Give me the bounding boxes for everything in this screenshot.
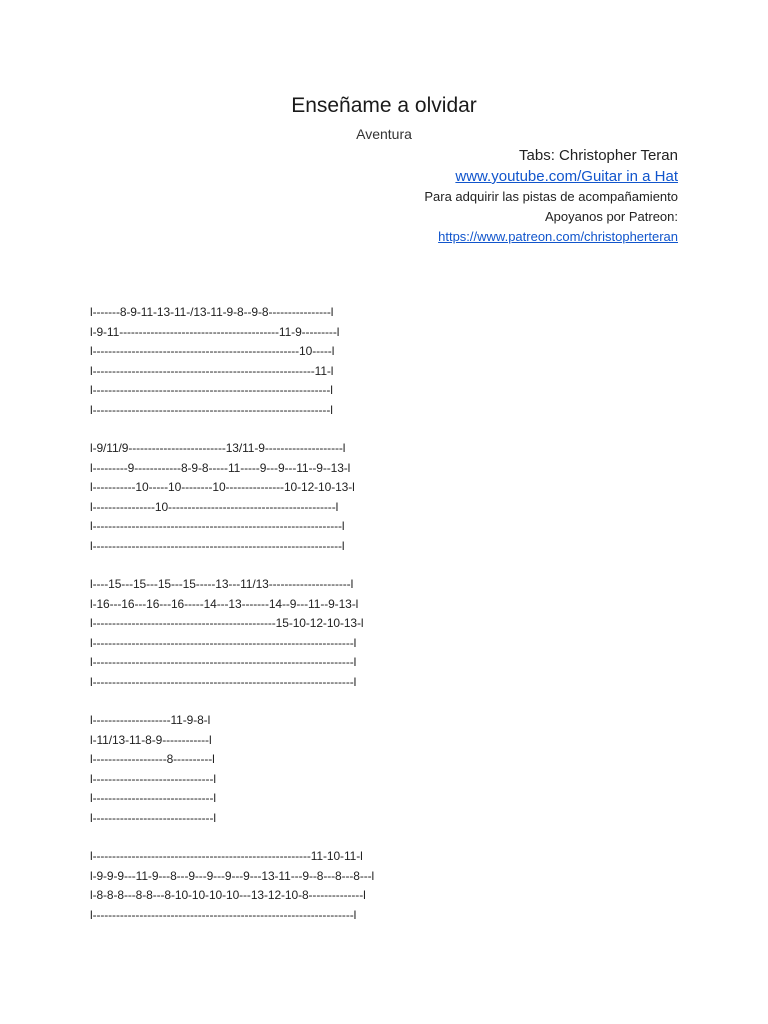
- tab-line: l-------------------------------------------------------------l: [90, 402, 333, 417]
- youtube-link[interactable]: www.youtube.com/Guitar in a Hat: [455, 168, 678, 185]
- tab-line: l--------------------------------------------------------11-10-11-l: [90, 849, 363, 863]
- tab-section-1: [90, 303, 339, 421]
- tab-line: l-9/11/9-------------------------13/11-9--------------------l: [90, 441, 346, 455]
- tab-line: l-------8-9-11-13-11-/13-11-9-8--9-8----------------l: [90, 305, 334, 319]
- credits-block: [424, 145, 678, 247]
- backing-tracks-info: Para adquirir las pistas de acompañamiento: [424, 189, 678, 204]
- tab-line: l-11/13-11-8-9------------l: [90, 732, 212, 747]
- tab-line: l-------------------8----------l: [90, 752, 215, 767]
- tab-line: l-------------------------------l: [90, 810, 216, 825]
- tab-line: l-------------------------------------------------------------------l: [90, 674, 357, 689]
- tab-line: l-------------------------------------------------------------------l: [90, 635, 357, 650]
- tab-section-5: [90, 847, 374, 925]
- tab-line: l-------------------------------------------------------------------l: [90, 655, 357, 670]
- song-artist: Aventura: [356, 126, 412, 142]
- tab-line: l-------------------------------l: [90, 791, 216, 806]
- song-title: Enseñame a olvidar: [291, 94, 477, 117]
- tab-line: l-----------10-----10--------10---------------10-12-10-13-l: [90, 480, 355, 495]
- tab-line: l-9-9-9---11-9---8---9---9---9---9---13-11---9--8---8---8---l: [90, 868, 375, 883]
- tabs-author: Tabs: Christopher Teran: [519, 147, 678, 164]
- tab-line: l--------------------11-9-8-l: [90, 713, 211, 727]
- tab-line: l----15---15---15---15-----13---11/13---------------------l: [90, 577, 354, 591]
- tab-line: l----------------10-------------------------------------------l: [90, 499, 339, 514]
- tab-section-4: [90, 711, 216, 829]
- tab-section-3: [90, 575, 363, 693]
- tab-line: l---------------------------------------------------------11-l: [90, 363, 334, 378]
- tab-line: l-------------------------------------------------------------------l: [90, 907, 357, 922]
- tab-line: l---------9------------8-9-8-----11-----9---9---11--9--13-l: [90, 460, 351, 475]
- tab-line: l-----------------------------------------------15-10-12-10-13-l: [90, 616, 364, 631]
- tab-line: l----------------------------------------------------------------l: [90, 538, 345, 553]
- tab-line: l-8-8-8---8-8---8-10-10-10-10---13-12-10-8--------------l: [90, 888, 366, 903]
- tab-line: l----------------------------------------------------------------l: [90, 519, 345, 534]
- patreon-support-info: Apoyanos por Patreon:: [545, 209, 678, 224]
- tab-line: l-9-11-----------------------------------------11-9---------l: [90, 324, 340, 339]
- patreon-link[interactable]: https://www.patreon.com/christopherteran: [438, 229, 678, 244]
- tab-line: l-------------------------------l: [90, 771, 216, 786]
- tab-line: l-16---16---16---16-----14---13-------14--9---11--9-13-l: [90, 596, 359, 611]
- tab-line: l-----------------------------------------------------10-----l: [90, 344, 335, 359]
- tab-line: l-------------------------------------------------------------l: [90, 383, 333, 398]
- tab-section-2: [90, 439, 355, 557]
